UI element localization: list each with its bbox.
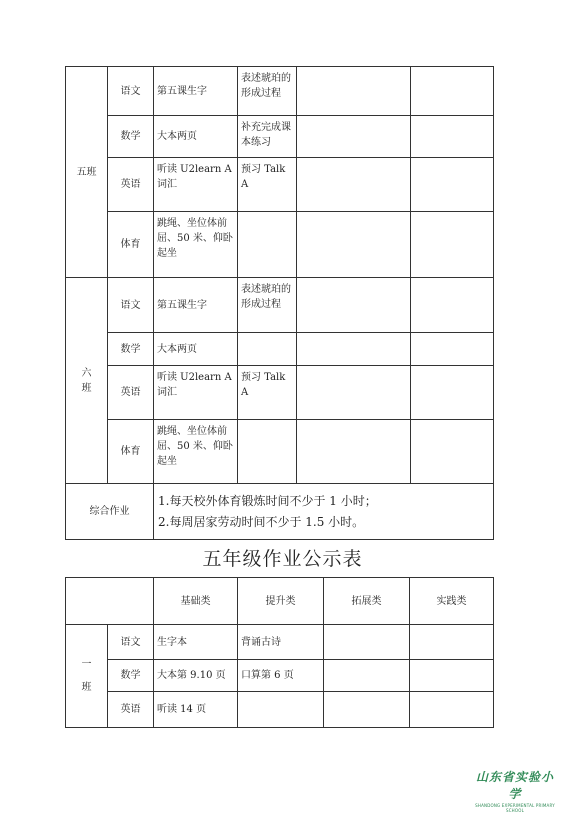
- table-row: [66, 67, 494, 116]
- basic-cell: 生字本: [154, 625, 238, 660]
- subject-chinese: 语文: [108, 67, 154, 116]
- school-logo: [470, 768, 560, 813]
- practice-cell: [411, 67, 494, 116]
- extend-cell: [324, 692, 410, 728]
- extend-cell: [297, 366, 411, 420]
- table-row: [66, 158, 494, 212]
- subject-math: 数学: [108, 333, 154, 366]
- subject-pe: 体育: [108, 420, 154, 484]
- table-row: [66, 116, 494, 158]
- homework-table-top: [65, 66, 494, 540]
- subject-math: 数学: [108, 116, 154, 158]
- advance-cell: [238, 212, 297, 278]
- practice-cell: [410, 660, 494, 692]
- basic-cell: 听读 U2learn A 词汇: [154, 158, 238, 212]
- practice-cell: [411, 158, 494, 212]
- page-title: 五年级作业公示表: [202, 548, 363, 570]
- subject-english: 英语: [108, 158, 154, 212]
- table-row: [66, 333, 494, 366]
- header-basic: 基础类: [154, 578, 238, 625]
- extend-cell: [297, 158, 411, 212]
- extend-cell: [297, 278, 411, 333]
- table-row: [66, 366, 494, 420]
- table-row: [66, 420, 494, 484]
- table-row: [66, 692, 494, 728]
- class-6-label: 六 班: [66, 278, 108, 484]
- subject-chinese: 语文: [108, 278, 154, 333]
- basic-cell: 听读 14 页: [154, 692, 238, 728]
- header-extend: 拓展类: [324, 578, 410, 625]
- logo-subtitle: SHANDONG EXPERIMENTAL PRIMARY SCHOOL: [475, 803, 555, 813]
- extend-cell: [297, 420, 411, 484]
- basic-cell: 第五课生字: [154, 67, 238, 116]
- extend-cell: [297, 67, 411, 116]
- practice-cell: [411, 212, 494, 278]
- table-row: [66, 212, 494, 278]
- practice-cell: [411, 278, 494, 333]
- class-1-label: 一 班: [66, 625, 108, 728]
- header-blank: [66, 578, 154, 625]
- extend-cell: [297, 333, 411, 366]
- practice-cell: [410, 692, 494, 728]
- homework-table-bottom: [65, 577, 494, 728]
- advance-cell: 口算第 6 页: [238, 660, 324, 692]
- practice-cell: [411, 366, 494, 420]
- subject-english: 英语: [108, 366, 154, 420]
- extend-cell: [324, 660, 410, 692]
- basic-cell: 大本两页: [154, 333, 238, 366]
- basic-cell: 大本两页: [154, 116, 238, 158]
- advance-cell: [238, 420, 297, 484]
- subject-math: 数学: [108, 660, 154, 692]
- advance-cell: [238, 333, 297, 366]
- extend-cell: [297, 212, 411, 278]
- subject-chinese: 语文: [108, 625, 154, 660]
- summary-line-2: 2.每周居家劳动时间不少于 1.5 小时。: [158, 514, 365, 529]
- summary-label: 综合作业: [66, 484, 154, 540]
- advance-cell: 补充完成课 本练习: [238, 116, 297, 158]
- subject-pe: 体育: [108, 212, 154, 278]
- practice-cell: [411, 420, 494, 484]
- subject-english: 英语: [108, 692, 154, 728]
- table-row: [66, 278, 494, 333]
- extend-cell: [297, 116, 411, 158]
- advance-cell: [238, 692, 324, 728]
- advance-cell: 背诵古诗: [238, 625, 324, 660]
- basic-cell: 大本第 9.10 页: [154, 660, 238, 692]
- summary-line-1: 1.每天校外体育锻炼时间不少于 1 小时；: [158, 493, 377, 508]
- summary-content: [154, 484, 494, 540]
- basic-cell: 跳绳、坐位体前 屈、50 米、仰卧 起坐: [154, 212, 238, 278]
- table-row: [66, 625, 494, 660]
- class-5-label: 五班: [66, 67, 108, 278]
- advance-cell: 预习 Talk A: [238, 366, 297, 420]
- header-advance: 提升类: [238, 578, 324, 625]
- basic-cell: 跳绳、坐位体前 屈、50 米、仰卧 起坐: [154, 420, 238, 484]
- basic-cell: 第五课生字: [154, 278, 238, 333]
- table-row: [66, 484, 494, 540]
- table-row: [66, 660, 494, 692]
- basic-cell: 听读 U2learn A 词汇: [154, 366, 238, 420]
- extend-cell: [324, 625, 410, 660]
- practice-cell: [411, 116, 494, 158]
- logo-name: 山东省实验小学: [475, 770, 554, 801]
- header-row: [66, 578, 494, 625]
- advance-cell: 表述琥珀的 形成过程: [238, 67, 297, 116]
- advance-cell: 表述琥珀的 形成过程: [238, 278, 297, 333]
- practice-cell: [410, 625, 494, 660]
- advance-cell: 预习 Talk A: [238, 158, 297, 212]
- practice-cell: [411, 333, 494, 366]
- header-practice: 实践类: [410, 578, 494, 625]
